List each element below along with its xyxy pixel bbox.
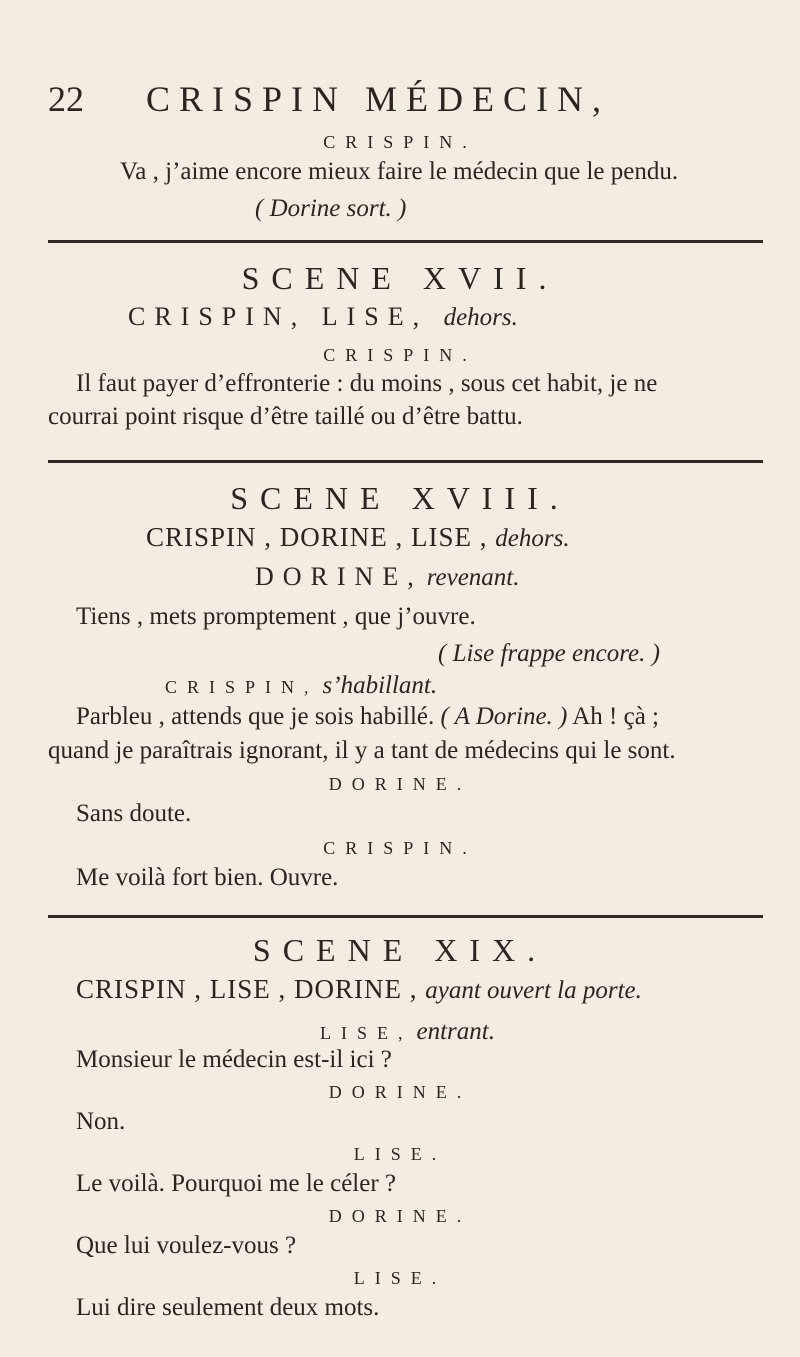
speaker-label: DORINE. (328, 1206, 472, 1226)
speaker-direction: s’habillant. (322, 672, 438, 699)
speaker-label: DORINE. (328, 774, 472, 794)
dialogue-line: courrai point risque d’être taillé ou d’être battu. (48, 403, 523, 430)
dialogue-text: Ah ! çà ; (572, 703, 660, 730)
dialogue-line: Lui dire seulement deux mots. (76, 1294, 380, 1321)
scene-title: SCENE XVII. (241, 260, 559, 296)
dialogue-line: Tiens , mets promptement , que j’ouvre. (76, 603, 476, 630)
speaker-label: DORINE, (255, 562, 423, 591)
speaker-label: CRISPIN. (323, 838, 477, 858)
scene-divider (48, 915, 763, 918)
characters-direction: ayant ouvert la porte. (425, 977, 642, 1004)
scene-divider (48, 460, 763, 463)
stage-direction: ( A Dorine. ) (440, 703, 568, 730)
speaker-direction: revenant. (426, 564, 520, 591)
stage-direction: ( Dorine sort. ) (255, 195, 407, 222)
scene-characters (76, 974, 642, 1005)
speaker-label: DORINE. (328, 1082, 472, 1102)
scene-title: SCENE XIX. (252, 932, 548, 968)
characters-list: CRISPIN, LISE, (128, 302, 429, 331)
speaker-heading (255, 562, 520, 592)
characters-list: CRISPIN , DORINE , LISE , (146, 522, 488, 552)
speaker-direction: entrant. (416, 1018, 495, 1045)
page-number: 22 (48, 79, 84, 119)
speaker-label: CRISPIN, (165, 677, 319, 697)
speaker-label: CRISPIN. (323, 345, 477, 365)
speaker-label: LISE. (353, 1268, 447, 1288)
characters-direction: dehors. (495, 525, 570, 552)
stage-direction: ( Lise frappe encore. ) (438, 640, 660, 667)
speaker-label: LISE, (320, 1023, 413, 1043)
speaker-heading (165, 672, 437, 700)
scene-characters (146, 522, 570, 553)
running-header (48, 78, 748, 120)
dialogue-line: Que lui voulez-vous ? (76, 1232, 297, 1259)
scene-title: SCENE XVIII. (230, 480, 570, 516)
dialogue-line: quand je paraîtrais ignorant, il y a tant de médecins qui le sont. (48, 737, 676, 764)
dialogue-text: Parbleu , attends que je sois habillé. (76, 703, 435, 730)
scene-divider (48, 240, 763, 243)
dialogue-line: Le voilà. Pourquoi me le céler ? (76, 1170, 397, 1197)
dialogue-line: Va , j’aime encore mieux faire le médecin que le pendu. (120, 158, 679, 185)
dialogue-line (76, 703, 659, 731)
speaker-label: LISE. (353, 1144, 447, 1164)
running-title: CRISPIN MÉDECIN, (146, 79, 611, 119)
dialogue-line: Il faut payer d’effronterie : du moins , sous cet habit, je ne (76, 370, 658, 397)
dialogue-line: Sans doute. (76, 800, 192, 827)
characters-direction: dehors. (443, 304, 518, 331)
speaker-heading (320, 1018, 495, 1046)
dialogue-line: Monsieur le médecin est-il ici ? (76, 1046, 392, 1073)
dialogue-line: Non. (76, 1108, 126, 1135)
scene-characters (128, 302, 518, 332)
characters-list: CRISPIN , LISE , DORINE , (76, 974, 418, 1004)
speaker-label: CRISPIN. (323, 132, 477, 152)
dialogue-line: Me voilà fort bien. Ouvre. (76, 864, 339, 891)
